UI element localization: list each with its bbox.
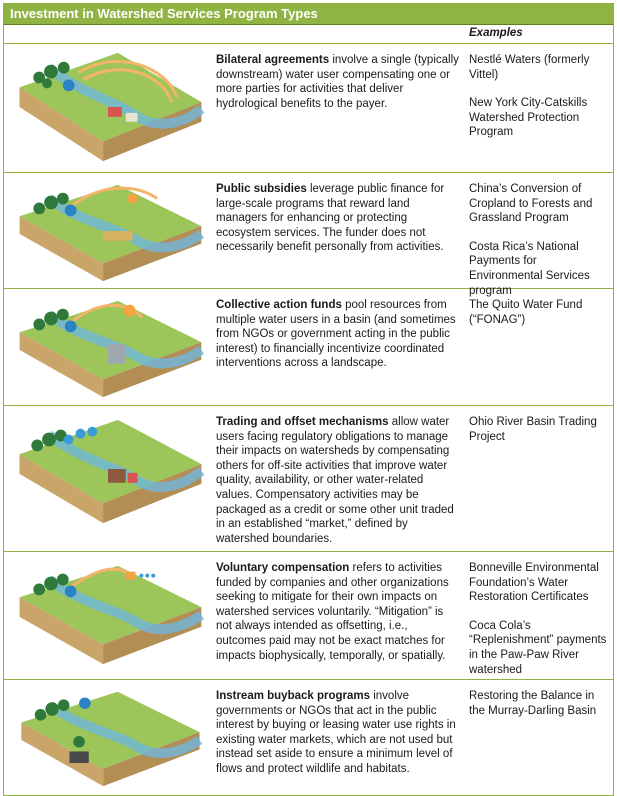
- program-description: [216, 53, 460, 111]
- watershed-illustration: [8, 684, 208, 790]
- table-row: [4, 406, 613, 552]
- watershed-illustration: [8, 410, 208, 528]
- program-term: Bilateral agreements: [216, 54, 330, 66]
- example-item: China’s Conversion of Cropland to Forests and Grassland Program: [469, 183, 593, 225]
- program-description: [216, 298, 460, 371]
- watershed-illustration: [8, 48, 208, 166]
- table-row: [4, 44, 613, 173]
- watershed-illustration: [8, 293, 208, 401]
- program-text: involve governments or NGOs that act in the public interest by buying or leasing water use rights in existing water markets, which are not used but instead set aside to ensure a minimum level of flows and protect wildlife and habitats.: [216, 690, 456, 775]
- examples-cell: [469, 561, 607, 691]
- program-description: [216, 415, 460, 546]
- program-text: allow water users facing regulatory obligations to manage their impacts on watersheds by compensating others for off-site activities that improve water quality, availability, or other water-related values. Compensatory activities may be packaged as a credit or some other unit traded in an established “market,” defined by watershed boundaries.: [216, 416, 454, 545]
- example-item: Coca Cola’s “Replenishment” payments in the Paw-Paw River watershed: [469, 619, 607, 676]
- examples-cell: [469, 415, 607, 458]
- table-row: [4, 173, 613, 297]
- program-description: [216, 689, 460, 777]
- program-text: leverage public finance for large-scale programs that reward land managers for enhancing or protecting ecosystem services. The funder does not necessarily benefit personally from activities.: [216, 183, 445, 254]
- program-term: Collective action funds: [216, 299, 342, 311]
- examples-column-header: Examples: [469, 27, 523, 39]
- example-item: Ohio River Basin Trading Project: [469, 416, 597, 443]
- examples-cell: [469, 53, 607, 154]
- program-term: Public subsidies: [216, 183, 307, 195]
- example-item: New York City-Catskills Watershed Protection Program: [469, 97, 588, 139]
- program-text: refers to activities funded by companies and other organizations seeking to mitigate for their own impacts on watershed services voluntarily. “Mitigation” is not always intended as offsetting, i.e., outcomes paid may not be exact matches for impacts biophysically, temporally, or spatially.: [216, 562, 449, 662]
- program-types-table: [3, 3, 614, 796]
- example-item: The Quito Water Fund (“FONAG”): [469, 299, 583, 326]
- program-description: [216, 561, 460, 663]
- table-row: [4, 289, 613, 406]
- program-term: Voluntary compensation: [216, 562, 350, 574]
- example-item: Bonneville Environmental Foundation’s Water Restoration Certificates: [469, 562, 599, 604]
- examples-cell: [469, 298, 607, 341]
- table-row: [4, 680, 613, 795]
- example-item: Nestlé Waters (formerly Vittel): [469, 54, 590, 81]
- table-row: [4, 552, 613, 680]
- program-term: Instream buyback programs: [216, 690, 371, 702]
- column-header-row: [4, 25, 613, 44]
- watershed-illustration: [8, 177, 208, 285]
- program-term: Trading and offset mechanisms: [216, 416, 389, 428]
- program-description: [216, 182, 460, 255]
- program-text: pool resources from multiple water users in a basin (and sometimes from NGOs or government acting in the public interest) to financially incentivize coordinated interventions across a landscape.: [216, 299, 456, 370]
- table-title: Investment in Watershed Services Program Types: [4, 4, 613, 25]
- example-item: Costa Rica’s National Payments for Environmental Services program: [469, 240, 590, 297]
- examples-cell: [469, 689, 607, 732]
- watershed-illustration: [8, 556, 208, 669]
- example-item: Restoring the Balance in the Murray-Darling Basin: [469, 690, 597, 717]
- program-text: involve a single (typically downstream) water user compensating one or more parties for activities that deliver hydrological benefits to the payer.: [216, 54, 459, 110]
